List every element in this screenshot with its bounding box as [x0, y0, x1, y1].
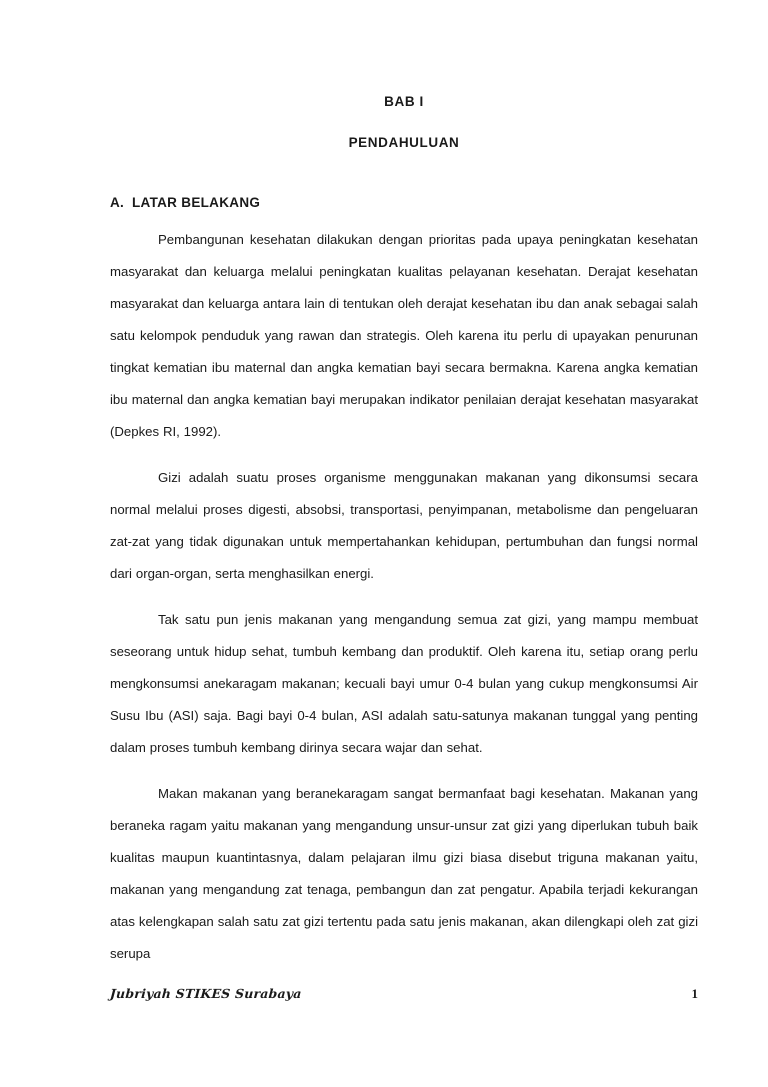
chapter-title: PENDAHULUAN	[348, 135, 460, 151]
footer-author: Jubriyah STIKES Surabaya	[109, 986, 303, 1001]
page-number: 1	[691, 986, 698, 1001]
paragraph: Makan makanan yang beranekaragam sangat bermanfaat bagi kesehatan. Makanan yang beraneka ragam yaitu makanan yang mengandung unsur-unsur zat gizi yang diperlukan tubuh baik kualitas maupun kuantintasnya, dalam pelajaran ilmu gizi biasa disebut triguna makanan yaitu, makanan yang mengandung zat tenaga, pembangun dan zat pengatur. Apabila terjadi kekurangan atas kelengkapan salah satu zat gizi tertentu pada satu jenis makanan, akan dilengkapi oleh zat gizi serupa	[110, 785, 698, 961]
document-body	[110, 0, 698, 970]
section-letter: A.	[110, 195, 125, 211]
page-footer	[110, 986, 698, 1002]
chapter-label: BAB I	[384, 94, 424, 109]
paragraph: Gizi adalah suatu proses organisme menggunakan makanan yang dikonsumsi secara normal melalui proses digesti, absobsi, transportasi, penyimpanan, metabolisme dan pengeluaran zat-zat yang tidak digunakan untuk mempertahankan kehidupan, pertumbuhan dan fungsi normal dari organ-organ, serta menghasilkan energi.	[110, 469, 698, 581]
section-title: LATAR BELAKANG	[132, 195, 261, 211]
paragraph: Tak satu pun jenis makanan yang mengandung semua zat gizi, yang mampu membuat seseorang untuk hidup sehat, tumbuh kembang dan produktif. Oleh karena itu, setiap orang perlu mengkonsumsi anekaragam makanan; kecuali bayi umur 0-4 bulan yang cukup mengkonsumsi Air Susu Ibu (ASI) saja. Bagi bayi 0-4 bulan, ASI adalah satu-satunya makanan tunggal yang penting dalam proses tumbuh kembang dirinya secara wajar dan sehat.	[110, 611, 698, 755]
section-heading	[110, 151, 698, 211]
paragraph: Pembangunan kesehatan dilakukan dengan prioritas pada upaya peningkatan kesehatan masyarakat dan keluarga melalui peningkatan kualitas pelayanan kesehatan. Derajat kesehatan masyarakat dan keluarga antara lain di tentukan oleh derajat kesehatan ibu dan anak sebagai salah satu kelompok penduduk yang rawan dan strategis. Oleh karena itu perlu di upayakan penurunan tingkat kematian ibu maternal dan angka kematian bayi secara bermakna. Karena angka kematian ibu maternal dan angka kematian bayi merupakan indikator penilaian derajat kesehatan masyarakat (Depkes RI, 1992).	[110, 231, 698, 439]
